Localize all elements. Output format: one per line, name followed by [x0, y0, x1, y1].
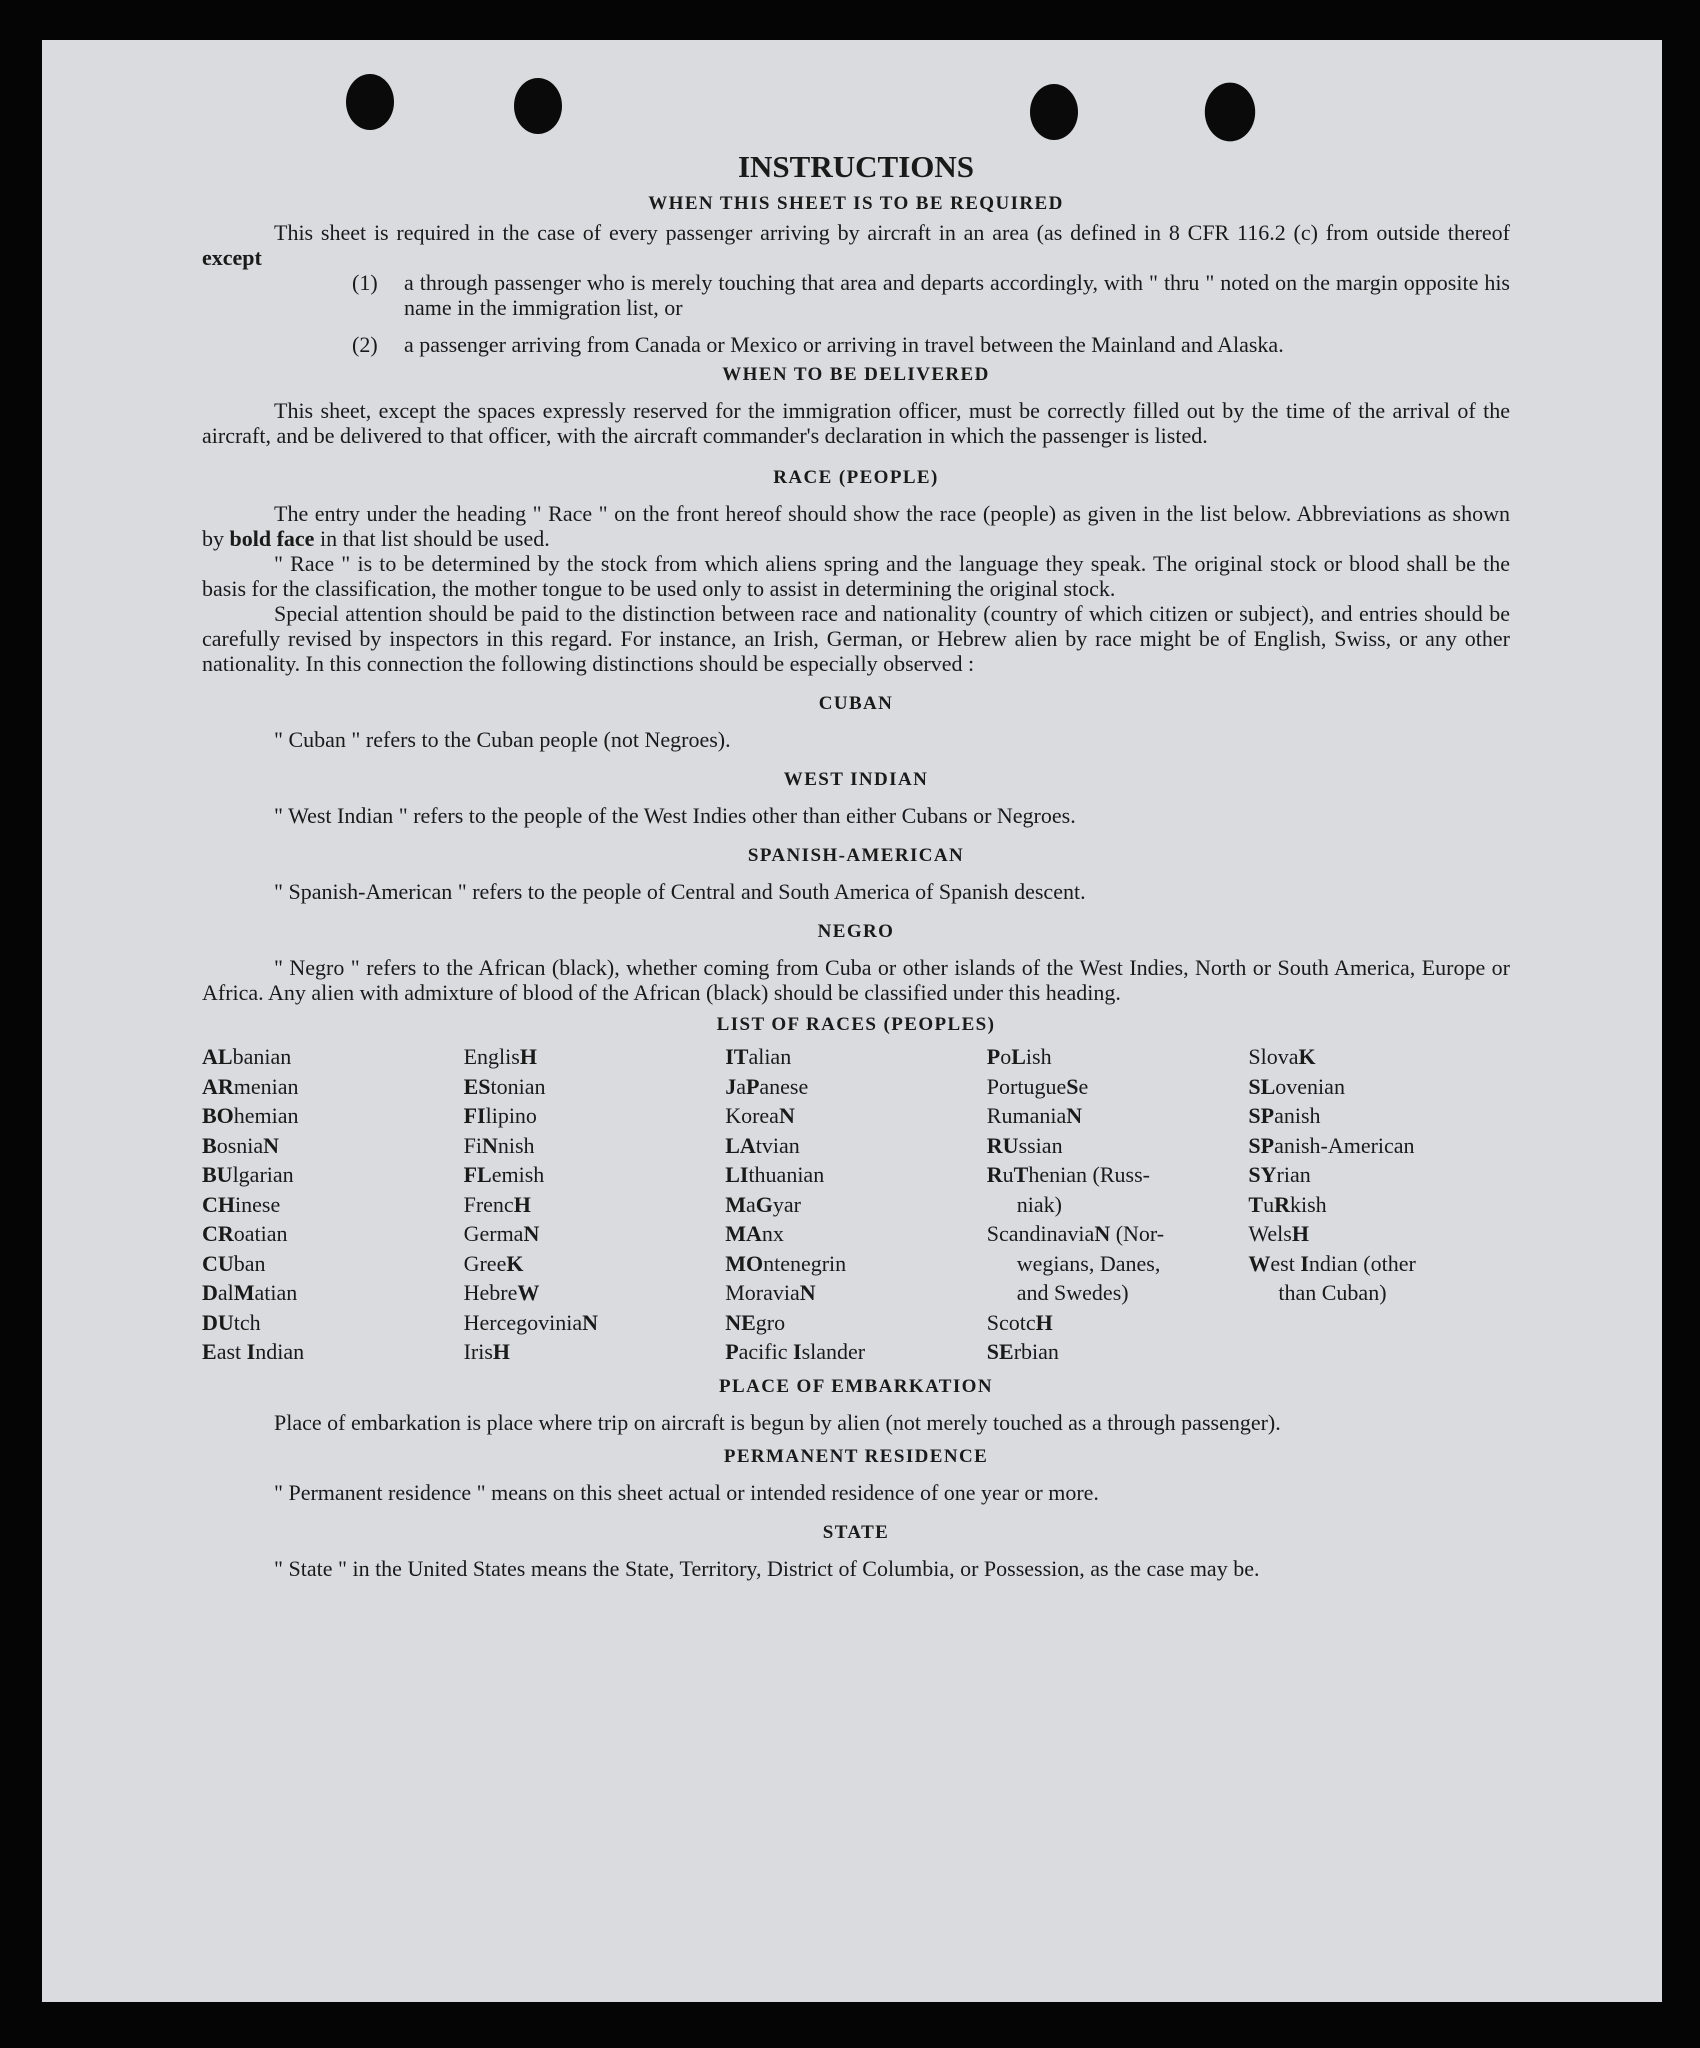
- race-entry: FLemish: [463, 1162, 545, 1187]
- race-entry: EnglisH: [463, 1044, 537, 1069]
- race-entry: SLovenian: [1248, 1073, 1345, 1099]
- race-entry: DalMatian: [202, 1280, 298, 1305]
- heading-delivered: WHEN TO BE DELIVERED: [722, 364, 990, 385]
- race-entry: ITalian: [725, 1044, 792, 1069]
- exception-item: (2) a passenger arriving from Canada or Mexico or arriving in travel between the Mainland and Alaska.: [352, 332, 1284, 357]
- race-entry: CRoatian: [202, 1221, 288, 1246]
- race-entry: DUtch: [202, 1309, 261, 1335]
- punch-hole: [1205, 83, 1255, 142]
- race-column: [725, 1042, 987, 1367]
- race-paragraph-3: Special attention should be paid to the distinction between race and nationality (country of which citizen or subject), and entries should be carefully revised by inspectors in this regard. For instance, an Irish, German, or Hebrew alien by race might be of English, Swiss, or any other nationality. In this connection the following distinctions should be especially observed :: [202, 601, 1510, 676]
- cuban-text: " Cuban " refers to the Cuban people (not Negroes).: [274, 727, 731, 752]
- race-paragraph-2: " Race " is to be determined by the stock from which aliens spring and the language they speak. The original stock or blood shall be the basis for the classification, the mother tongue to be used only to assist in determining the original stock.: [202, 551, 1510, 601]
- race-entry: IrisH: [463, 1339, 511, 1364]
- race-entry: JaPanese: [725, 1073, 809, 1099]
- race-entry: SPanish-American: [1248, 1132, 1415, 1158]
- race-entry: MOntenegrin: [725, 1250, 847, 1276]
- race-entry: niak): [1016, 1191, 1062, 1217]
- race-entry: ARmenian: [202, 1073, 299, 1099]
- race-entry: KoreaN: [725, 1103, 795, 1128]
- race-entry: FIlipino: [463, 1103, 537, 1128]
- race-entry: MaGyar: [725, 1191, 801, 1217]
- race-entry: RUssian: [986, 1132, 1063, 1158]
- heading-west-indian: WEST INDIAN: [783, 769, 929, 790]
- race-entry: CHinese: [202, 1191, 281, 1217]
- race-entry: BUlgarian: [202, 1162, 294, 1187]
- embarkation-text: Place of embarkation is place where trip on aircraft is begun by alien (not merely touched as a through passenger).: [274, 1409, 1281, 1435]
- document-sheet: [42, 40, 1662, 2002]
- race-entry: SPanish: [1248, 1103, 1321, 1128]
- heading-race: RACE (PEOPLE): [773, 467, 939, 488]
- race-entry: FrencH: [463, 1191, 531, 1217]
- race-entry: SYrian: [1248, 1162, 1311, 1187]
- race-entry: BOhemian: [202, 1103, 299, 1128]
- heading-negro: NEGRO: [817, 921, 895, 942]
- race-entry: ScotcH: [986, 1309, 1053, 1335]
- races-list: [202, 1042, 1510, 1367]
- race-entry: EStonian: [463, 1073, 546, 1099]
- race-entry: NEgro: [725, 1309, 786, 1335]
- race-entry: TuRkish: [1248, 1191, 1327, 1217]
- heading-embarkation: PLACE OF EMBARKATION: [719, 1375, 993, 1397]
- race-entry: and Swedes): [1016, 1280, 1129, 1305]
- punch-hole: [346, 74, 394, 130]
- page-title: INSTRUCTIONS: [737, 149, 974, 184]
- permanent-residence-text: " Permanent residence " means on this sheet actual or intended residence of one year or more.: [274, 1479, 1099, 1505]
- race-column: [987, 1042, 1249, 1367]
- race-entry: wegians, Danes,: [1016, 1250, 1161, 1276]
- race-entry: SlovaK: [1248, 1044, 1316, 1069]
- race-entry: FiNnish: [463, 1132, 535, 1158]
- state-text: " State " in the United States means the State, Territory, District of Columbia, or Possession, as the case may be.: [274, 1555, 1260, 1581]
- heading-state: STATE: [822, 1521, 890, 1543]
- heading-spanish-american: SPANISH-AMERICAN: [747, 845, 965, 866]
- exception-item: (1) a through passenger who is merely touching that area and departs accordingly, with " thru " noted on the margin opposite his name in the immigration list, or: [352, 270, 1510, 320]
- race-entry: PortugueSe: [986, 1073, 1089, 1099]
- race-entry: PoLish: [986, 1044, 1052, 1069]
- race-entry: GreeK: [463, 1250, 524, 1276]
- race-entry: HercegoviniaN: [463, 1309, 598, 1335]
- delivered-text: This sheet, except the spaces expressly reserved for the immigration officer, must be correctly filled out by the time of the arrival of the aircraft, and be delivered to that officer, with the aircraft commander's declaration in which the passenger is listed.: [202, 398, 1510, 448]
- race-entry: RuThenian (Russ-: [986, 1162, 1150, 1187]
- punch-hole: [1030, 84, 1078, 140]
- race-entry: SErbian: [986, 1339, 1059, 1364]
- race-entry: LAtvian: [725, 1132, 800, 1158]
- race-entry: BosniaN: [202, 1132, 280, 1158]
- heading-list-of-races: LIST OF RACES (PEOPLES): [716, 1014, 996, 1035]
- race-entry: East Indian: [202, 1339, 305, 1364]
- heading-required: WHEN THIS SHEET IS TO BE REQUIRED: [648, 193, 1064, 214]
- west-indian-text: " West Indian " refers to the people of the West Indies other than either Cubans or Negroes.: [274, 803, 1076, 828]
- race-column: [202, 1042, 464, 1367]
- race-entry: Pacific Islander: [725, 1339, 866, 1364]
- race-entry: WelsH: [1248, 1221, 1309, 1246]
- race-entry: ScandinaviaN (Nor-: [986, 1221, 1165, 1246]
- instructions-content: [202, 150, 1510, 1581]
- race-entry: MoraviaN: [725, 1280, 816, 1305]
- heading-permanent-residence: PERMANENT RESIDENCE: [723, 1445, 989, 1467]
- spanish-american-text: " Spanish-American " refers to the people of Central and South America of Spanish descent.: [274, 879, 1086, 904]
- heading-cuban: CUBAN: [818, 693, 894, 714]
- required-intro: This sheet is required in the case of every passenger arriving by aircraft in an area (as defined in 8 CFR 116.2 (c) from outside thereof except: [202, 220, 1510, 270]
- race-entry: ALbanian: [202, 1044, 292, 1069]
- race-column: [464, 1042, 726, 1367]
- race-entry: West Indian (other: [1248, 1250, 1416, 1276]
- punch-hole: [514, 78, 562, 134]
- race-entry: HebreW: [463, 1280, 540, 1305]
- race-entry: CUban: [202, 1250, 266, 1276]
- race-entry: RumaniaN: [986, 1103, 1083, 1128]
- race-paragraph-1: The entry under the heading " Race " on the front hereof should show the race (people) as given in the list below. Abbreviations as shown by bold face in that list should be used.: [202, 501, 1510, 551]
- race-entry: LIthuanian: [725, 1162, 825, 1187]
- race-column: [1248, 1042, 1510, 1367]
- race-entry: than Cuban): [1278, 1280, 1387, 1305]
- negro-text: " Negro " refers to the African (black), whether coming from Cuba or other islands of the West Indies, North or South America, Europe or Africa. Any alien with admixture of blood of the African (black) should be classified under this heading.: [202, 955, 1510, 1005]
- race-entry: GermaN: [463, 1221, 540, 1246]
- race-entry: MAnx: [725, 1221, 784, 1246]
